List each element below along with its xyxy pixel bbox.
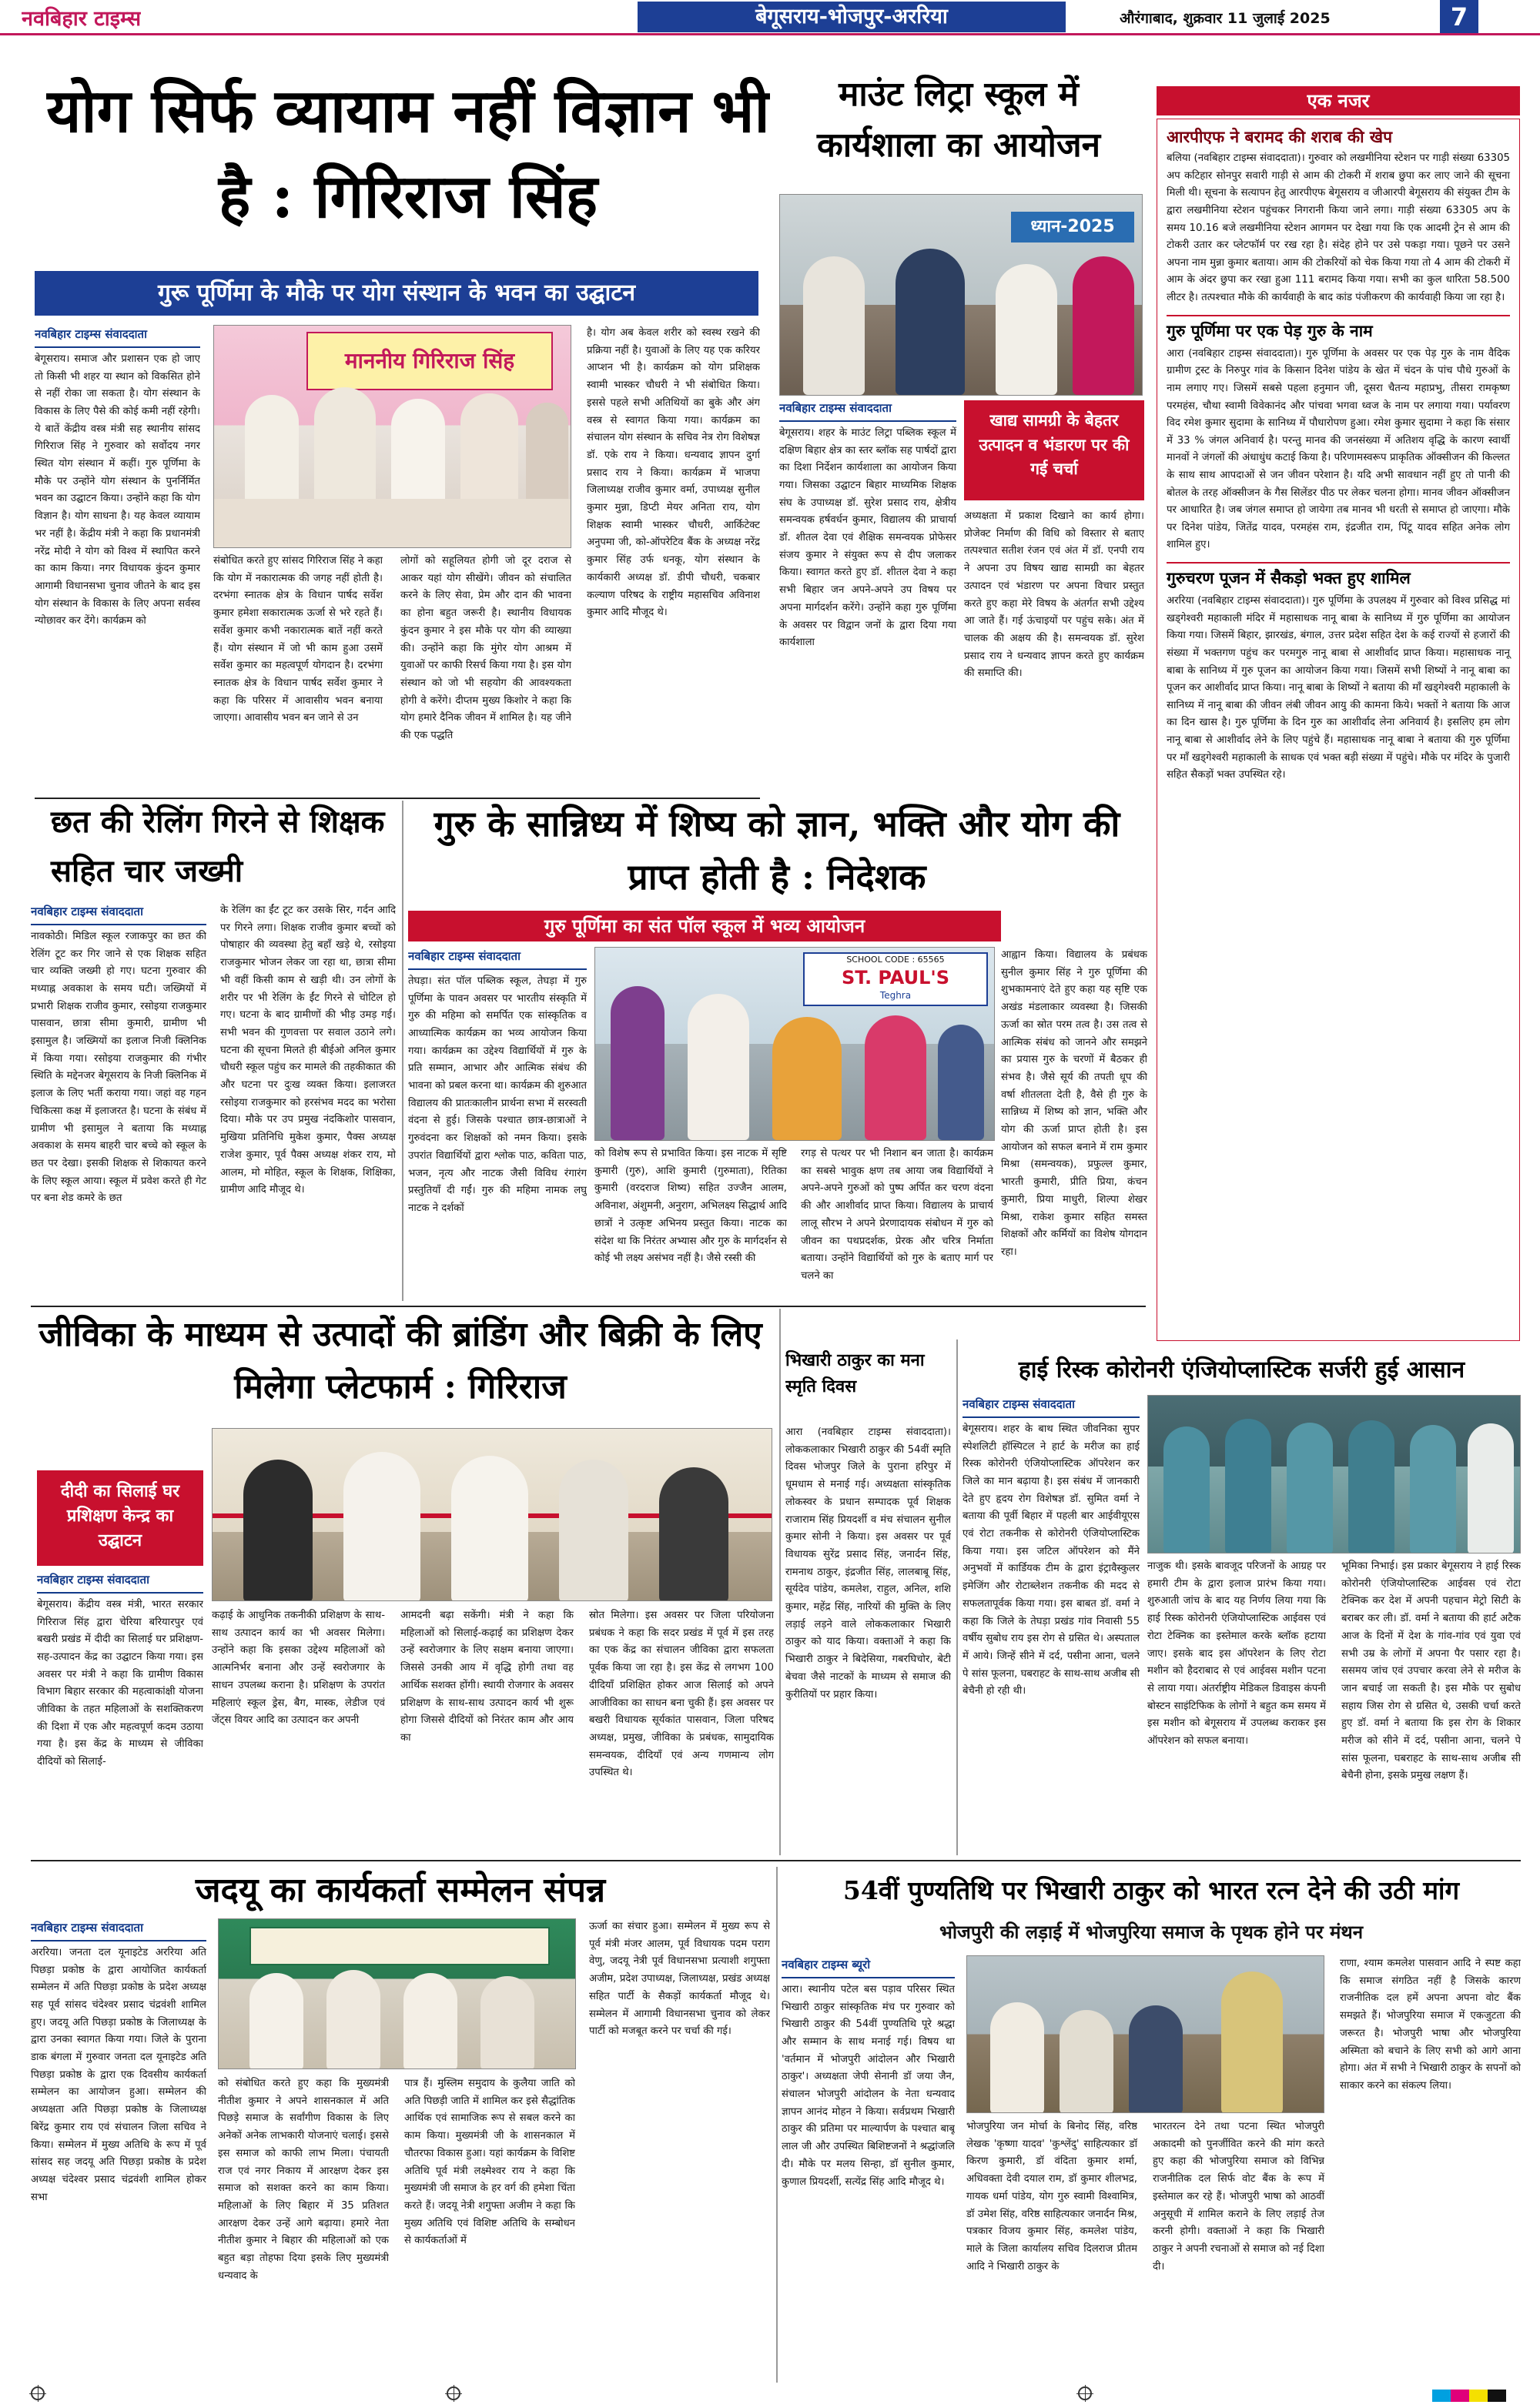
student-1 [611, 986, 665, 1140]
story7-col3: भूमिका निभाई। इस प्रकार बेगूसराय ने हाई रिस्क कोरोनरी एंजियोप्लास्टिक आईवस एवं रोटा टेक्निक कर देश में अपनी पहचान मेट्रो सिटी के बराबर कर ली। डॉ. वर्मा ने बताया की हार्ट अटैक आज के दिनों में देश के गांव-गांव एवं युवा एवं सभी उम्र के लोगों में अपना पैर पसार रहा है। ससमय जांच एवं उपचार करवा लेने से मरीज के जान बचाई जा सकती है। इस मौके पर सुबोध सहाय जिस रोग से ग्रसित थे, उसकी चर्चा करते हुए डॉ. वर्मा ने बताया कि इस रोग के शिकार मरीज को सीने में दर्द, पसीना आना, चलने पे सांस फूलना, घबराहट के साथ-साथ अजीब सी बेचैनी होना, इसके प्रमुख लक्षण हैं। [1341, 1560, 1521, 1782]
story5-headline: जीविका के माध्यम से उत्पादों की ब्रांडिंग और बिक्री के लिए मिलेगा प्लेटफार्म : गिरिराज [38, 1315, 762, 1407]
story8-photo [218, 1918, 576, 2069]
byline-bureau: नवबिहार टाइम्स ब्यूरो [782, 1955, 955, 1978]
text: बेगूसराय। केंद्रीय वस्त्र मंत्री, भारत सरकार गिरिराज सिंह द्वारा चेरिया बरियारपुर एवं बखरी प्रखंड में दीदी का सिलाई घर प्रशिक्षण-सह-उत्पादन केंद्र का उद्घाटन किया गया। इस अवसर पर मंत्री ने कहा कि ग्रामीण विकास विभाग बिहार सरकार की महत्वाकांक्षी योजना जीविका के तहत महिलाओं के सशक्तिकरण की दिशा में एक और महत्वपूर्ण कदम उठाया गया है। इस केंद्र के माध्यम से जीविका दीदियों को सिलाई- [37, 1598, 203, 1768]
masthead [0, 0, 1540, 35]
registration-mark-icon [447, 2386, 460, 2400]
story1-col3: लोगों को सहूलियत होगी जो दूर दराज से आकर यहां योग सीखेंगे। जीवन को संचालित करने के लिए सेवा, प्रेम और दान की भावना का होना बहुत जरूरी है। स्थानीय विधायक कुंदन कुमार ने इस मौके पर योग की व्याख्या की। उन्होंने कहा कि मुंगेर योग आश्रम में युवाओं पर काफी रिसर्च किया गया है। इस योग संस्थान को जो भी सहयोग की आवश्यकता होगी वे करेंगे। दीप्तम मुख्य किशोर ने कहा कि योग हमारे दैनिक जीवन में शामिल है। यह जीने की एक पद्धति [400, 555, 571, 742]
story5-col1 [37, 1570, 203, 1855]
person-4 [559, 1460, 628, 1601]
leader-1 [249, 1973, 303, 2069]
color-bar [1432, 2390, 1506, 2402]
story3-col1 [31, 902, 206, 1303]
person-2 [1060, 2010, 1113, 2113]
story2-col1 [779, 399, 956, 796]
page-number: 7 [1440, 0, 1478, 34]
person-2 [896, 249, 965, 395]
story4-col2: को विशेष रूप से प्रभावित किया। इस नाटक में सृष्टि कुमारी (गुरु), आशि कुमारी (गुरुमाता), रितिका कुमारी (वरदराज शिष्य) सहित उज्जैन आलम, अविनाश, अंशुमनी, अनुराग, अभिलक्ष्य सिद्धार्थ आदि छात्रों ने उत्कृष्ट अभिनय प्रस्तुत किया। नाटक का संदेश था कि निरंतर अभ्यास और गुरु के मार्गदर्शन से कोई भी लक्ष्य असंभव नहीं है। जैसे रस्सी की [594, 1148, 787, 1265]
byline: नवबिहार टाइम्स संवाददाता [408, 947, 587, 970]
story7-col2: नाजुक थी। इसके बावजूद परिजनों के आग्रह पर हमारी टीम के द्वारा इलाज प्रारंभ किया गया। शुरुआती जांच के बाद यह निर्णय लिया गया कि हाई रिस्क कोरोनरी एंजियोप्लास्टिक आईवस एवं रोटा टेक्निक का इस्तेमाल करके ब्लॉक हटाया जाए। इसके बाद इस ऑपरेशन के लिए रोटा मशीन को हैदराबाद से एवं आईवस मशीन पटना से लाया गया। अंतर्राष्ट्रीय मेडिकल डिवाइस कंपनी बोस्टन साइंटिफिक के लोगों ने बहुत कम समय में इस मशीन को बेगूसराय में उपलब्ध कराकर इस ऑपरेशन को सफल बनाया। [1147, 1560, 1326, 1747]
divider [31, 1306, 1146, 1307]
byline: नवबिहार टाइम्स संवाददाता [37, 1570, 203, 1594]
text: नावकोठी। मिडिल स्कूल रजाकपुर का छत की रेलिंग टूट कर गिर जाने से एक शिक्षक सहित चार व्यक्ति जख्मी हो गए। घटना गुरुवार की मध्याह्न अवकाश के समय घटी। जख्मियों में प्रभारी शिक्षक राजीव कुमार, रसोइया राजकुमार पासवान, छात्रा सीमा कुमारी, ग्रामीण भी इसामुल है। जख्मियों का इलाज निजी क्लिनिक में किया गया। रसोइया राजकुमार की गंभीर स्थिति के मद्देनजर बेगूसराय के निजी क्लिनिक में इलाज के लिए भर्ती कराया गया। जहां वह गहन चिकित्सा कक्ष में इलाजरत है। घटना के संबंध में ग्रामीण भी इसामुल ने बताया कि मध्याह्न अवकाश के समय बाहरी चार बच्चे को स्कूल के छत पर देखा। इसकी शिक्षक से शिकायत करने के लिए स्कूल आया। स्कूल में प्रवेश करते ही गेट पर बना शेड कमरे के छत [31, 930, 206, 1205]
story5-col2: कढ़ाई के आधुनिक तकनीकी प्रशिक्षण के साथ-साथ उत्पादन कार्य का भी अवसर मिलेगा। उन्होंने कहा कि इसका उद्देश्य महिलाओं को आत्मनिर्भर बनाना और उन्हें स्वरोजगार के साधन उपलब्ध कराना है। प्रशिक्षण के उपरांत महिलाएं स्कूल ड्रेस, बैग, मास्क, लेडीज एवं जेंट्स वियर आदि का उत्पादन कर अपनी [212, 1610, 385, 1727]
story2-col2: अध्यक्षता में प्रकाश दिखाने का कार्य होगा। प्रोजेक्ट निर्माण की विधि को विस्तार से बताए तत्पश्चात सतीश रंजन एवं अंत में डॉ. एनपी राय ने अपना उप विषय खाद्य सामग्री का बेहतर उत्पादन एवं भंडारण पर अपना विचार प्रस्तुत करते हुए कहा मेरे विषय के अंतर्गत सभी उद्देश्य आ जाते हैं। गई ऊंचाइयों पर पहुंच सके। अंत में चालक की अक्षय की है। समन्वयक डॉ. सुरेश प्रसाद राय ने धन्यवाद ज्ञापन करते हुए कार्यक्रम की समाप्ति की। [964, 510, 1144, 680]
story1-col4: है। योग अब केवल शरीर को स्वस्थ रखने की प्रक्रिया नहीं है। युवाओं के लिए यह एक करियर आप्शन भी है। कार्यक्रम को योग प्रशिक्षक स्वामी भास्कर चौधरी ने भी संबोधित किया। इससे पहले सभी अतिथियों का बुके और अंग वस्त्र से स्वागत किया गया। कार्यक्रम का संचालन योग संस्थान के सचिव नेत्र रोग विशेषज्ञ डॉ. एके राय ने किया। धन्यवाद ज्ञापन दुर्गा प्रसाद राय ने किया। कार्यक्रम में भाजपा जिलाध्यक्ष राजीव कुमार वर्मा, उपाध्यक्ष सुनील कुमार मुन्ना, डिप्टी मेयर अनिता राय, योग शिक्षक स्वामी भास्कर चौधरी, आर्किटेक्ट अनुपमा जी, को-ऑपरेटिव बैंक के अध्यक्ष नरेंद्र कुमार सिंह उर्फ धनकू, योग संस्थान के कार्यकारी अध्यक्ष डॉ. डीपी चौधरी, चकबार कल्याण परिषद के राष्ट्रीय महासचिव अविनाश कुमार आदि मौजूद थे। [587, 327, 760, 619]
byline: नवबिहार टाइम्स संवाददाता [779, 399, 956, 422]
registration-mark-icon [31, 2386, 45, 2400]
sidebar-header: एक नजर [1157, 86, 1520, 115]
byline: नवबिहार टाइम्स संवाददाता [31, 902, 206, 925]
story1-photo [213, 325, 571, 548]
student-4 [865, 1015, 926, 1140]
divider [779, 1309, 781, 1855]
story8-col2: को संबोधित करते हुए कहा कि मुख्यमंत्री नीतीश कुमार ने अपने शासनकाल में अति पिछड़े समाज के सर्वांगीण विकास के लिए अनेकों अनेक लाभकारी योजनाएं चलाई। इससे इस समाज को काफी लाभ मिला। पंचायती राज एवं नगर निकाय में आरक्षण देकर इस समाज को सशक्त करने का काम किया। महिलाओं के लिए बिहार में 35 प्रतिशत आरक्षण देकर उन्हें आगे बढ़ाया। हमारे नेता नीतीश कुमार ने बिहार की महिलाओं को एक बहुत बड़ा तोहफा दिया इसके लिए मुख्यमंत्री धन्यवाद के [218, 2078, 389, 2282]
doctor-3 [1287, 1423, 1333, 1553]
doctor-6 [1468, 1423, 1514, 1553]
edition-title: बेगूसराय-भोजपुर-अररिया [638, 2, 1066, 32]
sidebar-item3-text: अररिया (नवबिहार टाइम्स संवाददाता)। गुरु पूर्णिमा के उपलक्ष्य में गुरुवार को विश्व प्रसिद्ध मां खड्गेश्वरी महाकाली मंदिर में महासाधक नानू बाबा के सानिध्य में गुरु पूर्णिमा का आयोजन किया गया। जिसमें बिहार, झारखंड, बंगाल, उत्तर प्रदेश सहित देश के कई राज्यों से हजारों की संख्या में भक्तगण पहुंच कर परमगुरु नानू बाबा से आशीर्वाद प्राप्त किया। महासाधक नानू बाबा के सानिध्य में गुरु पूजन का आयोजन किया गया। जिसमें सभी शिष्यों ने नानू बाबा का पूजन कर आशीर्वाद प्राप्त किया। नानू बाबा के शिष्यों ने बताया की माँ खड्गेश्वरी महाकाली के सानिध्य में नानू बाबा की जीवन लंबी जीवन आयु की कामना किये। भक्तों ने बताया कि आज का दिन खास है। गुरु पूर्णिमा के दिन गुरु का आशीर्वाद लेना अनिवार्य है। इसलिए हम लोग नानू बाबा से आशीर्वाद लेने के लिए पहुंचे हैं। महासाधक नानू बाबा ने बताया की गुरु पूर्णिमा पर माँ खड्गेश्वरी महाकाली के साधक एवं भक्त बड़ी संख्या में पहुंचे। मौके पर मंदिर के पुजारी सहित सैकड़ों भक्त उपस्थित रहे। [1167, 595, 1510, 781]
story5-photo [212, 1428, 772, 1601]
school-banner [803, 952, 988, 1006]
divider [776, 1867, 778, 2383]
story1-strap: गुरू पूर्णिमा के मौके पर योग संस्थान के भवन का उद्घाटन [35, 271, 758, 316]
story5-subhead: दीदी का सिलाई घर प्रशिक्षण केन्द्र का उद्घाटन [37, 1470, 203, 1566]
sidebar-item2-title: गुरु पूर्णिमा पर एक पेड़ गुरु के नाम [1167, 315, 1510, 341]
divider [402, 801, 403, 1301]
story4-headline: गुरु के सान्निध्य में शिष्य को ज्ञान, भक्ति और योग की प्राप्त होती है : निदेशक [434, 803, 1120, 898]
stage-banner [306, 332, 553, 390]
story3-col2: के रेलिंग का ईंट टूट कर उसके सिर, गर्दन आदि पर गिरने लगा। शिक्षक राजीव कुमार बच्चों को पोषाहार की व्यवस्था हेतु बहाँ खड़े थे, रसोइया राजकुमार भोजन लेकर जा रहा था, छात्रा सीमा भी वहीं किसी काम से खड़ी थी। उन लोगों के शरीर पर भी रेलिंग के ईंट गिरने से चोटिल हो गए। घटना के बाद ग्रामीणों की भीड़ उमड़ गई। सभी भवन की गुणवत्ता पर सवाल उठाने लगे। घटना की सूचना मिलते ही बीईओ अनिल कुमार चौधरी स्कूल पहुंच कर मामले की तहकीकात की और घटना पर दुःख व्यक्त किया। इलाजरत रसोइया राजकुमार को हरसंभव मदद का भरोसा दिया। मौके पर उप प्रमुख नंदकिशोर पासवान, मुखिया प्रतिनिधि मुकेश कुमार, पैक्स अध्यक्ष राजेश कुमार, पूर्व पैक्स अध्यक्ष शंकर राय, मो आलम, मो मोहित, स्कूल के शिक्षक, शिक्षिका, ग्रामीण आदि मौजूद थे। [220, 905, 396, 1196]
story4-col4: आह्वान किया। विद्यालय के प्रबंधक सुनील कुमार सिंह ने गुरु पूर्णिमा की शुभकामनाएं देते हुए कहा यह सृष्टि एक अखंड मंडलाकार व्यवस्था है। जिसकी ऊर्जा का स्रोत परम तत्व है। उस तत्व से आत्मिक संबंध को जानने और समझने का प्रयास गुरु के चरणों में बैठकर ही संभव है। जैसे सूर्य की तपती धूप की वर्षा शीतलता देती है, वैसे ही गुरु के सान्निध्य में शिष्य को ज्ञान, भक्ति और योग की ऊर्जा प्राप्त होती है। इस आयोजन को सफल बनाने में राम कुमार मिश्रा (समन्वयक), प्रफुल्ल कुमार, भारती कुमारी, प्रीति प्रिया, कंचन कुमारी, प्रिया माधुरी, शिल्पा शेखर मिश्रा, राकेश कुमार सहित समस्त शिक्षकों और कर्मियों का विशेष योगदान रहा। [1001, 949, 1147, 1258]
text: बेगूसराय। शहर के बाथ स्थित जीवनिका सुपर स्पेशलिटी हॉस्पिटल ने हार्ट के मरीज का हाई रिस्क कोरोनरी एंजियोप्लास्टिक ऑपरेशन कर जिले का मान बढ़ाया है। इस संबंध में जानकारी देते हुए हृदय रोग विशेषज्ञ डॉ. सुमित वर्मा ने बताया की पूर्वी बिहार में पहली बार आईवीयूएस एवं रोटा तकनीक से कोरोनरी एंजियोप्लास्टिक किया गया। इस जटिल ऑपरेशन को मैंने अनुभवों में कार्डियक टीम के द्वारा इंट्रावैस्कुलर इमेजिंग और रोटाब्लेशन तकनीक की मदद से सफलतापूर्वक किया गया। इस बाबत डॉ. वर्मा ने कहा कि जिले के तेघड़ा प्रखंड गांव निवासी 55 वर्षीय सुबोध राय इस रोग से ग्रसित थे। अस्पताल में आये। जिन्हें सीने में दर्द, पसीना आना, चलने पे सांस फूलना, घबराहट के साथ-साथ अजीब सी बेचैनी हो रही थी। [962, 1423, 1140, 1697]
story5-col4: स्रोत मिलेगा। इस अवसर पर जिला परियोजना प्रबंधक ने कहा कि सदर प्रखंड में पूर्व में इस तरह का एक केंद्र का संचालन जीविका द्वारा सफलता पूर्वक किया जा रहा है। इस केंद्र से लगभग 100 दीदियाँ प्रशिक्षित होकर आज सिलाई को अपने आजीविका का साधन बना चुकी हैं। इस अवसर पर बखरी विधायक सूर्यकांत पासवान, जिला परिषद अध्यक्ष, प्रमुख, जीविका के प्रबंधक, सामुदायिक समन्वयक, दीदियाँ एवं अन्य गणमान्य लोग उपस्थित थे। [589, 1610, 774, 1779]
story6-headline: भिखारी ठाकुर का मना स्मृति दिवस [785, 1350, 925, 1397]
byline: नवबिहार टाइम्स संवाददाता [962, 1395, 1140, 1418]
person-3 [996, 264, 1057, 395]
person-1 [803, 256, 865, 395]
dateline: औरंगाबाद, शुक्रवार 11 जुलाई 2025 [1120, 10, 1331, 27]
leader-2 [326, 1970, 380, 2069]
statue [1221, 1972, 1283, 2113]
story9-col1 [782, 1955, 955, 2380]
person-4 [1073, 256, 1134, 395]
story9-col2: भोजपुरिया जन मोर्चा के बिनोद सिंह, वरिष्ठ लेखक 'कृष्णा यादव' 'कुश्लेंदु' साहित्यकार डॉ किरण कुमारी, डॉ वंदिता कुमार शर्मा, अधिवक्ता देवी दयाल राम, डॉ कुमार शीलभद्र, गायक धर्मा पांडेय, योग गुरु स्वामी विश्वामित्र, डॉ उमेश सिंह, वरिष्ठ साहित्यकार जनार्दन मिश्र, पत्रकार विजय कुमार सिंह, कमलेश पांडेय, माले के जिला कार्यालय सचिव दिलराज प्रीतम आदि ने भिखारी ठाकुर के [966, 2121, 1137, 2273]
story1-col1 [35, 325, 200, 794]
text: अररिया। जनता दल यूनाइटेड अररिया अति पिछड़ा प्रकोष्ठ के द्वारा आयोजित कार्यकर्ता सम्मेलन में अति पिछड़ा प्रकोष्ठ के प्रदेश अध्यक्ष सह पूर्व सांसद चंदेश्वर प्रसाद चंद्रवंशी शामिल हुए। जदयू अति पिछड़ा प्रकोष्ठ के जिलाध्यक्ष के द्वारा उनका स्वागत किया गया। जिले के पुराना डाक बंगला में गुरुवार जनता दल यूनाइटेड अति पिछड़ा प्रकोष्ठ के द्वारा एक दिवसीय कार्यकर्ता सम्मेलन का आयोजन हुआ। सम्मेलन की अध्यक्षता अति पिछड़ा प्रकोष्ठ के जिलाध्यक्ष बिरेंद्र कुमार राय एवं संचालन जिला सचिव ने किया। सम्मेलन में मुख्य अतिथि के रूप में पूर्व सांसद सह जदयू अति पिछड़ा प्रकोष्ठ के प्रदेश अध्यक्ष चंदेश्वर प्रसाद चंद्रवंशी शामिल होकर सभा [31, 1946, 206, 2203]
doctor-1 [1163, 1426, 1210, 1553]
banner-text: माननीय गिरिराज सिंह [344, 348, 515, 373]
school-name: ST. PAUL'S [841, 967, 950, 988]
story7-headline: हाई रिस्क कोरोनरी एंजियोप्लास्टिक सर्जरी हुई आसान [1018, 1356, 1465, 1383]
person-1 [990, 2002, 1044, 2113]
story9-photo [966, 1955, 1324, 2113]
paper-name: नवबिहार टाइम्स [22, 7, 142, 31]
story1-headline: योग सिर्फ व्यायाम नहीं विज्ञान भी है : गिरिराज सिंह [46, 76, 770, 232]
doctor-4 [1348, 1420, 1394, 1553]
school-code: SCHOOL CODE : 65565 [846, 955, 945, 965]
text: बेगूसराय। शहर के माउंट लिट्रा पब्लिक स्कूल में दक्षिण बिहार क्षेत्र का स्तर ब्लॉक सह पार्षदों द्वारा का दिशा निर्देशन कार्यशाला का आयोजन किया गया। जिसका उद्घाटन बिहार माध्यमिक शिक्षक संघ के उपाध्यक्ष डॉ. सुरेश प्रसाद राय, क्षेत्रीय समन्वयक हर्षवर्धन कुमार, विद्यालय की प्राचार्या डॉ. शीतल देवा एवं शैक्षिक समन्वयक प्रोफेसर संजय कुमार ने संयुक्त रूप से दीप जलाकर किया। स्वागत करते हुए डॉ. शीतल देवा ने कहा सभी बिहार जन अपने-अपने उप विषय पर अपना मार्गदर्शन करेंगे। उन्होंने कहा गुरु पूर्णिमा के अवसर पर विद्वान जनों के द्वारा दिया गया कार्यशाला [779, 426, 956, 649]
byline: नवबिहार टाइम्स संवाददाता [35, 325, 200, 348]
story9-col3: भारतरत्न देने तथा पटना स्थित भोजपुरी अकादमी को पुनर्जीवित करने की मांग करते हुए कहा की भोजपुरिया समाज को विभिन्न राजनीतिक दल सिर्फ वोट बैंक के रूप में इस्तेमाल कर रहे हैं। भोजपुरी भाषा को आठवीं अनुसूची में शामिल कराने के लिए लड़ाई तेज करनी होगी। वक्ताओं ने कहा कि भिखारी ठाकुर ने अपनी रचनाओं से समाज को नई दिशा दी। [1153, 2121, 1324, 2273]
doctor-2 [1225, 1419, 1271, 1553]
registration-mark-icon [1078, 2386, 1092, 2400]
story8-col4: ऊर्जा का संचार हुआ। सम्मेलन में मुख्य रूप से पूर्व मंत्री मंजर आलम, पूर्व विधायक पदम पराग वेणु, जदयू नेत्री पूर्व विधानसभा प्रत्याशी शगुफ्ता अजीम, प्रदेश उपाध्यक्ष, जिलाध्यक्ष, प्रखंड अध्यक्ष सहित पार्टी के सैकड़ों कार्यकर्ता मौजूद थे। सम्मेलन में आगामी विधानसभा चुनाव को लेकर पार्टी को मजबूत करने पर चर्चा की गई। [589, 1921, 770, 2038]
divider [956, 1339, 958, 1855]
story4-col1 [408, 947, 587, 1301]
person-5 [659, 1467, 728, 1601]
story2-headline: माउंट लिट्रा स्कूल में कार्यशाला का आयोजन [816, 75, 1101, 165]
story2-subhead: खाद्य सामग्री के बेहतर उत्पादन व भंडारण पर की गई चर्चा [964, 400, 1144, 500]
story7-col1 [962, 1395, 1140, 1855]
school-place: Teghra [879, 990, 912, 1001]
story4-strap: गुरु पूर्णिमा का संत पॉल स्कूल में भव्य आयोजन [408, 911, 1001, 941]
story7-photo [1147, 1395, 1521, 1553]
person-3 [451, 1456, 528, 1601]
story2-photo [779, 194, 1143, 396]
leader-4 [480, 1976, 534, 2069]
story3-headline: छत की रेलिंग गिरने से शिक्षक सहित चार जख्मी [51, 804, 385, 889]
person-1 [243, 1460, 313, 1601]
story9-headline: 54वीं पुण्यतिथि पर भिखारी ठाकुर को भारत रत्न देने की उठी मांग [842, 1875, 1460, 1905]
leader-3 [403, 1973, 457, 2069]
photo-banner: ध्यान-2025 [1011, 212, 1134, 242]
sidebar [1157, 119, 1520, 1341]
story9-strap: भोजपुरी की लड़ाई में भोजपुरिया समाज के पृथक होने पर मंथन [939, 1921, 1364, 1943]
table [214, 499, 571, 548]
student-5 [938, 1025, 984, 1140]
story6-col1: आरा (नवबिहार टाइम्स संवाददाता)। लोककलाकार भिखारी ठाकुर की 54वीं स्मृति दिवस भोजपुर जिले के पुराना हरिपुर में धूमधाम से मनाई गई। अध्यक्षता सांस्कृतिक लोकस्वर के प्रधान सम्पादक पूर्व शिक्षक राजाराम सिंह प्रियदर्शी व मंच संचालन सुनील कुमार सोनी ने किया। इस अवसर पर पूर्व विधायक सुरेंद्र प्रसाद सिंह, जनार्दन सिंह, रामनाथ ठाकुर, इंद्रजीत सिंह, लालबाबू सिंह, सूर्यदेव पांडेय, कमलेश, राहुल, अनिल, शशि कुमार, महेंद्र सिंह, नारियों की मुक्ति के लिए लड़ाई लड़ने वाले लोककलाकार भिखारी ठाकुर को याद किया। वक्ताओं ने कहा कि भिखारी ठाकुर ने बिदेसिया, गबरघिचोर, बेटी बेचवा जैसे नाटकों के माध्यम से समाज की कुरीतियों पर प्रहार किया। [785, 1426, 951, 1701]
story9-col4: राणा, श्याम कमलेश पासवान आदि ने स्पष्ट कहा कि समाज संगठित नहीं है जिसके कारण राजनीतिक दल हमें अपना अपना वोट बैंक समझते हैं। भोजपुरिया समाज में एकजुटता की जरूरत है। भोजपुरी भाषा और भोजपुरिया अस्मिता को बचाने के लिए सभी को आगे आना होगा। अंत में सभी ने भिखारी ठाकुर के सपनों को साकार करने का संकल्प लिया। [1340, 1958, 1521, 2092]
sidebar-item3-title: गुरुचरण पूजन में सैकड़ो भक्त हुए शामिल [1167, 562, 1510, 588]
text: बेगूसराय। समाज और प्रशासन एक हो जाए तो किसी भी शहर या स्थान को विकसित होने से नहीं रोका जा सकता है। योग संस्थान के विकास के लिए पैसे की कोई कमी नहीं रहेगी। ये बातें केंद्रीय वस्त्र मंत्री सह स्थानीय सांसद गिरिराज सिंह ने गुरुवार को सर्वोदय नगर स्थित योग संस्थान में कहीं। गुरु पूर्णिमा के मौके पर उन्होंने योग संस्थान के पुनर्निर्मित भवन का उद्घाटन किया। उन्होंने कहा कि योग विज्ञान है। योग साधना है। यह केवल व्यायाम भर नहीं है। केंद्रीय मंत्री ने कहा कि प्रधानमंत्री नरेंद्र मोदी ने योग को विश्व में स्थापित करने का काम किया। नगर विधायक कुंदन कुमार आगामी विधानसभा चुनाव जीतने के बाद इस योग संस्थान के विकास के लिए अपना सर्वस्व न्योछावर कर देंगे। कार्यक्रम को [35, 353, 200, 627]
story8-headline: जदयू का कार्यकर्ता सम्मेलन संपन्न [195, 1871, 606, 1910]
story8-col1 [31, 1918, 206, 2380]
sidebar-item1-title: आरपीएफ ने बरामद की शराब की खेप [1167, 128, 1393, 146]
person-3 [1129, 2005, 1183, 2113]
doctor-5 [1410, 1425, 1456, 1553]
student-2 [688, 994, 749, 1140]
divider [31, 1860, 1521, 1861]
story4-photo [594, 947, 995, 1141]
text: आरा। स्थानीय पटेल बस पड़ाव परिसर स्थित भिखारी ठाकुर सांस्कृतिक मंच पर गुरुवार को भिखारी ठाकुर की 54वीं पुण्यतिथि पूरे श्रद्धा और सम्मान के साथ मनाई गई। विषय था 'वर्तमान में भोजपुरी आंदोलन और भिखारी ठाकुर'। अध्यक्षता जेपी सेनानी डॉ जया जैन, संचालन भोजपुरी आंदोलन के नेता धन्यवाद ज्ञापन आनंद मोहन ने किया। सर्वप्रथम भिखारी ठाकुर की प्रतिमा पर माल्यार्पण के पश्चात बाबू लाल जी और उपस्थित बिशिष्टजनों ने श्रद्धांजलि दी। मौके पर मलय सिन्हा, डॉ सुनील कुमार, कुणाल प्रियदर्शी, सत्येंद्र सिंह आदि मौजूद थे। [782, 1983, 955, 2188]
story4-col3: रगड़ से पत्थर पर भी निशान बन जाता है। कार्यक्रम का सबसे भावुक क्षण तब आया जब विद्यार्थियों ने अपने-अपने गुरुओं को पुष्प अर्पित कर चरण वंदना की और आशीर्वाद प्राप्त किया। विद्यालय के प्राचार्य लालू सौरभ ने अपने प्रेरणादायक संबोधन में गुरु को जीवन का पथप्रदर्शक, प्रेरक और चरित्र निर्माता बताया। उन्होंने विद्यार्थियों को गुरु के बताए मार्ग पर चलने का [801, 1148, 993, 1282]
sidebar-item2-text: आरा (नवबिहार टाइम्स संवाददाता)। गुरु पूर्णिमा के अवसर पर एक पेड़ गुरु के नाम वैदिक ग्रामीण ट्रस्ट के निरुपुर गांव के किसान दिनेश पांडेय के खेत में चंदन के पांच पौधे गुरुओं के नाम लगाए गए। जिसमें सबसे पहला हनुमान जी, दूसरा चैतन्य महाप्रभु, तीसरा रामकृष्ण परमहंस, चौथा स्वामी विवेकानंद और पांचवा भगवा ध्वज के नाम पर लगाया गया। पर्यावरण विद रमेश कुमार सुदामा के सानिध्य में पौधारोपण हुआ। रमेश कुमार सुदामा ने कहा कि संसार में 33 % जंगल अनिवार्य है। परन्तु मानव की जनसंख्या में अतिशय वृद्धि के कारण स्वार्थी मानवों ने जंगलों की अंधाधुंध कटाई किया है। परिणामस्वरूप प्राकृतिक ऑक्सीजन की किल्लत के साथ साथ आपदाओं से जन जीवन परेशान है। यदि अभी सावधान नहीं हुए तो पानी की बोतल के तरह ऑक्सीजन के गैस सिलेंडर पीठ पर लेकर चलना होगा। मानव जीवन ऑक्सीजन पर आधारित है। जब जंगल समाप्त हो जायेगा तब मानव भी धरती से समाप्त हो जाएगा। मौके पर दिनेश पांडेय, जितेंद्र यादव, परमहंस राम, इंद्रजीत राम, पिंटू यादव सहित अनेक लोग शामिल हुए। [1167, 347, 1510, 551]
text: तेघड़ा। संत पॉल पब्लिक स्कूल, तेघड़ा में गुरु पूर्णिमा के पावन अवसर पर भारतीय संस्कृति में गुरु की महिमा को समर्पित एक सांस्कृतिक व आध्यात्मिक कार्यक्रम का भव्य आयोजन किया गया। कार्यक्रम का उद्देश्य विद्यार्थियों में गुरु के प्रति सम्मान, आभार और आत्मिक संबंध की भावना को प्रबल करना था। कार्यक्रम की शुरुआत विद्यालय की प्रातःकालीन प्रार्थना सभा में सरस्वती वंदना से हुई। जिसके पश्चात छात्र-छात्राओं ने गुरुवंदना कर शिक्षकों को नमन किया। इसके उपरांत विद्यार्थियों द्वारा श्लोक पाठ, कविता पाठ, भजन, नृत्य और नाटक जैसी विविध रंगारंग प्रस्तुतियाँ दी गईं। गुरु की महिमा नामक लघु नाटक ने दर्शकों [408, 975, 587, 1214]
banner [249, 1927, 550, 1965]
student-3 [772, 1017, 842, 1140]
story8-col3: पात्र हैं। मुस्लिम समुदाय के कुलैया जाति को अति पिछड़ी जाति में शामिल कर इसे सैद्धांतिक आर्थिक एवं सामाजिक रूप से सबल करने का काम किया। मुख्यमंत्री जी के शासनकाल में चौतरफा विकास हुआ। यहां कार्यक्रम के विशिष्ट अतिथि पूर्व मंत्री लक्ष्मेश्वर राय ने कहा कि मुख्यमंत्री जी समाज के हर वर्ग की हमेशा चिंता करते हैं। जदयू नेत्री शगुफ्ता अजीम ने कहा कि मुख्य अतिथि एवं विशिष्ट अतिथि के सम्बोधन से कार्यकर्ताओं में [404, 2078, 575, 2247]
story5-col3: आमदनी बढ़ा सकेंगी। मंत्री ने कहा कि महिलाओं को सिलाई-कढ़ाई का प्रशिक्षण देकर उन्हें स्वरोजगार के लिए सक्षम बनाया जाएगा। जिससे उनकी आय में वृद्धि होगी तथा वह आर्थिक सशक्त होंगी। स्थायी रोजगार के अवसर प्रशिक्षण के साथ-साथ उत्पादन कार्य भी शुरू होगा जिससे दीदियों को निरंतर काम और आय का [400, 1610, 574, 1744]
story1-col2: संबोधित करते हुए सांसद गिरिराज सिंह ने कहा कि योग में नकारात्मक की जगह नहीं होती है। दरभंगा स्नातक क्षेत्र के विधान पार्षद सर्वेश कुमार हमेशा सकारात्मक ऊर्जा से भरे रहते हैं। सर्वेश कुमार कभी नकारात्मक बातें नहीं करते हैं। योग संस्थान में जो भी काम हुआ उसमें सर्वेश कुमार का महत्वपूर्ण योगदान है। दरभंगा स्नातक क्षेत्र के विधान पार्षद सर्वेश कुमार ने कहा कि परिसर में आवासीय भवन बनाया जाएगा। आवासीय भवन बन जाने से उन [213, 555, 383, 724]
person-2 [343, 1452, 420, 1601]
sidebar-item1-text: बलिया (नवबिहार टाइम्स संवाददाता)। गुरुवार को लखमीनिया स्टेशन पर गाड़ी संख्या 63305 अप कटिहार सोनपुर सवारी गाड़ी से आम की टोकरी में शराब छुपा कर लाए जाने की सूचना मिली थी। सूचना के सत्यापन हेतु आरपीएफ बेगूसराय व जीआरपी बेगूसराय की संयुक्त टीम के द्वारा लखमीनिया स्टेशन पहुंचकर निगरानी किया जाने लगा। गाड़ी संख्या 63305 अप के समय 10.16 बजे लखमीनिया स्टेशन आगमन पर देखा गया कि एक आदमी ट्रेन से आम की टोकरी उतार कर प्लेटफॉर्म पर रख रहा है। संदेह होने पर उसे पकड़ा गया। पूछने पर उसने अपना नाम मुन्ना कुमार बताया। आम की टोकरियों को चेक किया गया तो 4 आम की टोकरी में आम के अंदर छुपा कर रखा हुआ 111 बरामद किया गया। सभी का कुल धारिता 58.500 लीटर है। तत्पश्चात मौके की कार्यवाही के बाद कांड पंजीकरण की कार्यवाही किया जा रहा है। [1167, 152, 1510, 303]
byline: नवबिहार टाइम्स संवाददाता [31, 1918, 206, 1941]
